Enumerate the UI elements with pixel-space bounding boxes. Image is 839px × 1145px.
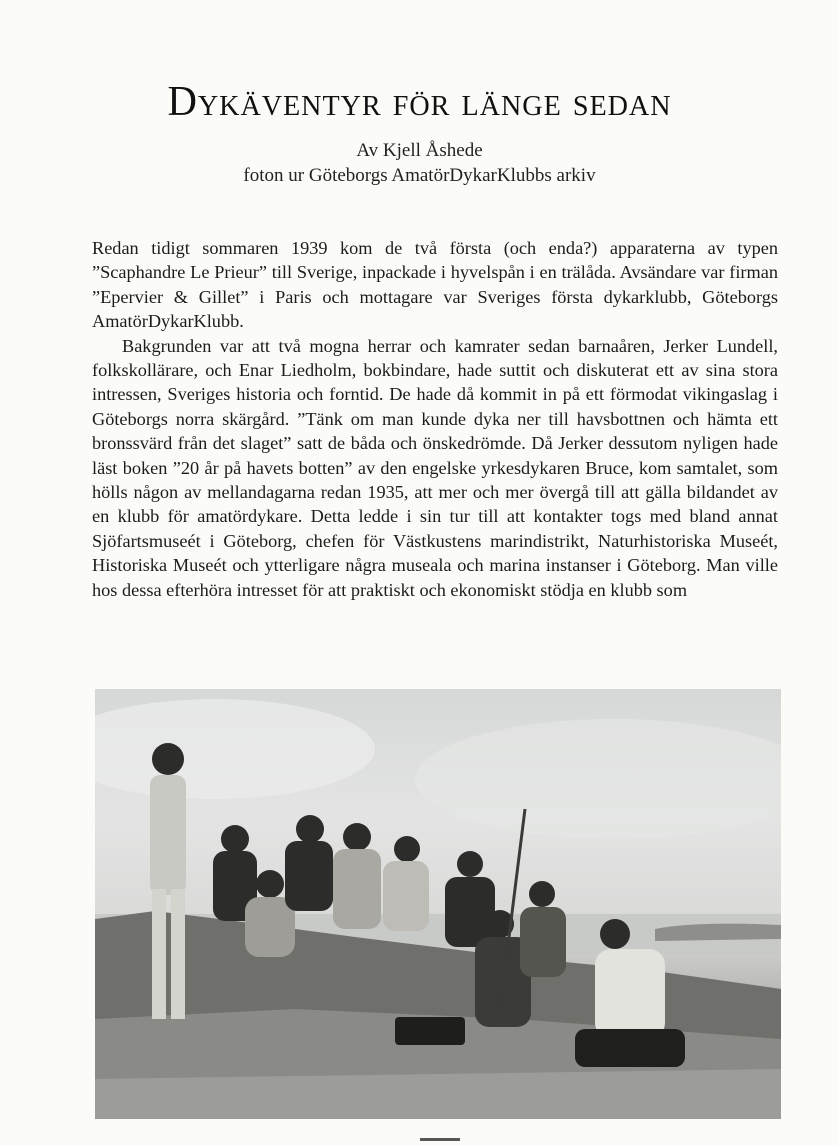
paragraph-2: Bakgrunden var att två mogna herrar och kamrater sedan barnaåren, Jerker Lundell, folkskollärare, och Enar Liedholm, bokbindare, hade suttit och diskuterat ett av sina stora intressen, Sveriges historia och forntid. De hade då kommit in på ett förmodat vikingaslag i Göteborgs norra skärgård. ”Tänk om man kunde dyka ner till havsbottnen och hämta ett bronssvärd från det slaget” satt de båda och önskedrömde. Då Jerker dessutom nyligen hade läst boken ”20 år på havets botten” av den engelske yrkesdykaren Bruce, kom samtalet, som hölls någon av mellandagarna redan 1935, att mer och mer övergå till att gälla bildandet av en klubb för amatördykare. Detta ledde i sin tur till att kontakter togs med bland annat Sjöfartsmuseét i Göteborg, chefen för Västkustens marindistrikt, Naturhistoriska Museét, Historiska Museét och ytterligare några museala och marina instanser i Göteborg. Man ville hos dessa efterhöra intresset för att praktiskt och ekonomiskt stödja en klubb som bbox=[92, 335, 778, 600]
article-body bbox=[92, 236, 778, 602]
group-photo bbox=[95, 689, 781, 1119]
paragraph-1: Redan tidigt sommaren 1939 kom de två första (och enda?) apparaterna av typen ”Scaphandre Le Prieur” till Sverige, inpackade i hyvelspån i en trälåda. Avsändare var firman ”Epervier & Gillet” i Paris och mottagare var Sveriges första dykarklubb, Göteborgs AmatörDykarKlubb. bbox=[92, 238, 778, 332]
page-edge-mark bbox=[420, 1138, 460, 1141]
author-byline: Av Kjell Åshede bbox=[356, 140, 483, 161]
photo-credit: foton ur Göteborgs AmatörDykarKlubbs arkiv bbox=[243, 165, 596, 186]
group-photo-icon bbox=[95, 689, 781, 1119]
article-title: Dykäventyr för länge sedan bbox=[167, 79, 672, 125]
